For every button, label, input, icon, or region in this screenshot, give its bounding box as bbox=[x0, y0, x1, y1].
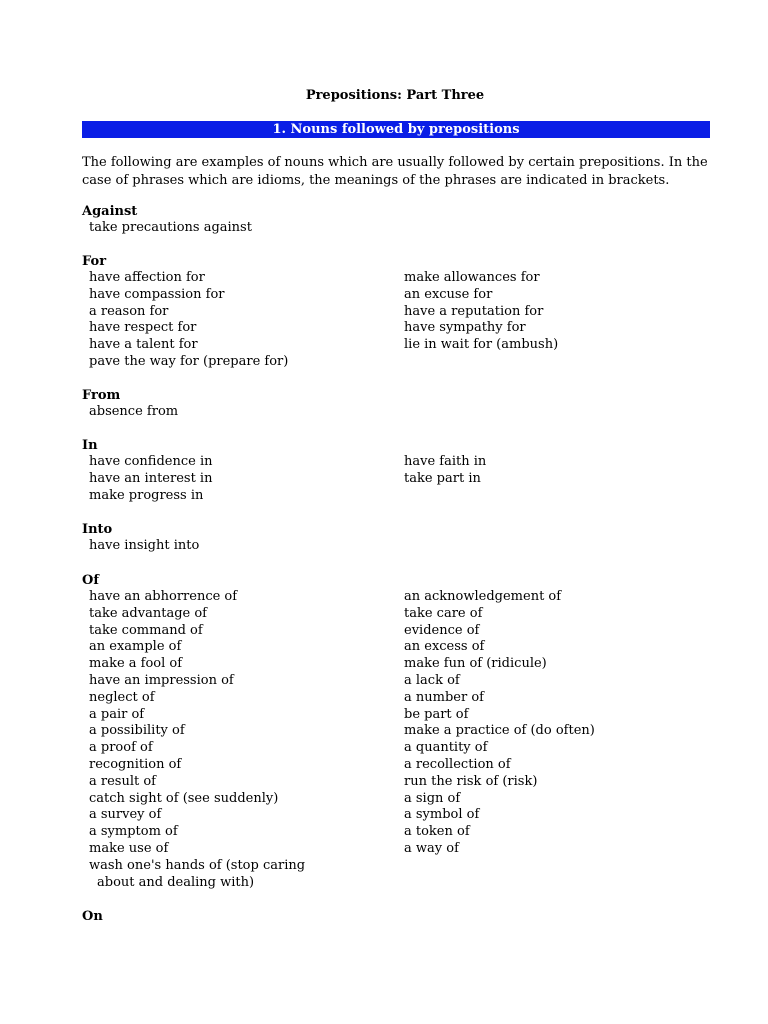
section-heading: Against bbox=[82, 204, 138, 219]
phrase-item: an excess of bbox=[404, 639, 485, 655]
phrase-row bbox=[82, 673, 722, 690]
phrase-item: make allowances for bbox=[404, 270, 540, 285]
phrase-item: neglect of bbox=[89, 689, 155, 705]
phrase-row bbox=[82, 623, 722, 640]
phrase-item: a lack of bbox=[404, 672, 460, 688]
phrase-row bbox=[82, 304, 722, 321]
phrase-item: a symbol of bbox=[404, 807, 480, 823]
phrase-item: make fun of (ridicule) bbox=[404, 656, 547, 672]
phrase-row bbox=[82, 354, 722, 371]
intro-paragraph: The following are examples of nouns which are usually followed by certain prepositions. In the case of phrases which are idioms, the meanings of the phrases are indicated in brackets. bbox=[82, 155, 708, 188]
phrase-item: an excuse for bbox=[404, 286, 493, 302]
phrase-row bbox=[82, 656, 722, 673]
phrase-item: make a fool of bbox=[89, 656, 183, 672]
phrase-item: a number of bbox=[404, 689, 484, 705]
phrase-row bbox=[82, 454, 722, 471]
phrase-item: have a talent for bbox=[89, 337, 198, 353]
section-from bbox=[82, 387, 722, 421]
phrase-item: an example of bbox=[89, 639, 182, 655]
phrase-item: an acknowledgement of bbox=[404, 589, 562, 604]
phrase-item: make use of bbox=[89, 840, 169, 856]
phrase-row bbox=[82, 740, 722, 757]
phrase-item: have an impression of bbox=[89, 672, 234, 688]
phrase-grid bbox=[82, 404, 722, 421]
phrase-row bbox=[82, 320, 722, 337]
phrase-item: take care of bbox=[404, 605, 483, 621]
phrase-item: have an abhorrence of bbox=[89, 589, 238, 604]
phrase-grid bbox=[82, 454, 722, 504]
phrase-item: a recollection of bbox=[404, 756, 511, 772]
phrase-item: absence from bbox=[89, 404, 179, 419]
phrase-row bbox=[82, 807, 722, 824]
phrase-item: take precautions against bbox=[89, 220, 252, 235]
section-on bbox=[82, 908, 722, 925]
phrase-item: have insight into bbox=[89, 538, 200, 553]
phrase-item: be part of bbox=[404, 706, 469, 722]
phrase-item: a pair of bbox=[89, 706, 145, 722]
section-heading: Of bbox=[82, 573, 99, 588]
section-banner: 1. Nouns followed by prepositions bbox=[82, 121, 710, 138]
phrase-item: have faith in bbox=[404, 454, 487, 469]
section-for bbox=[82, 253, 722, 371]
phrase-row bbox=[82, 707, 722, 724]
phrase-row bbox=[82, 858, 722, 875]
phrase-row bbox=[82, 270, 722, 287]
phrase-row bbox=[82, 723, 722, 740]
section-heading: For bbox=[82, 254, 107, 269]
phrase-item: have a reputation for bbox=[404, 303, 544, 319]
phrase-item: a proof of bbox=[89, 740, 153, 756]
phrase-item: take command of bbox=[89, 622, 203, 638]
phrase-item: have affection for bbox=[89, 270, 205, 285]
section-of bbox=[82, 572, 722, 891]
phrase-item: have an interest in bbox=[89, 470, 213, 486]
phrase-item: a token of bbox=[404, 824, 470, 840]
phrase-item: catch sight of (see suddenly) bbox=[89, 790, 279, 806]
phrase-item: a sign of bbox=[404, 790, 461, 806]
phrase-item: a reason for bbox=[89, 303, 169, 319]
phrase-row bbox=[82, 841, 722, 858]
section-heading: On bbox=[82, 909, 103, 924]
phrase-item-continuation: about and dealing with) bbox=[97, 874, 255, 890]
section-against bbox=[82, 203, 722, 237]
section-into bbox=[82, 521, 722, 555]
phrase-row bbox=[82, 337, 722, 354]
phrase-item: have compassion for bbox=[89, 286, 225, 302]
phrase-item: have sympathy for bbox=[404, 320, 526, 336]
phrase-item: a survey of bbox=[89, 807, 162, 823]
phrase-item: a symptom of bbox=[89, 824, 178, 840]
phrase-grid bbox=[82, 589, 722, 891]
phrase-item: a quantity of bbox=[404, 740, 488, 756]
phrase-row bbox=[82, 757, 722, 774]
section-heading: Into bbox=[82, 522, 113, 537]
phrase-row bbox=[82, 589, 722, 606]
phrase-row bbox=[82, 488, 722, 505]
phrase-item: recognition of bbox=[89, 756, 182, 772]
section-heading: In bbox=[82, 438, 98, 453]
phrase-item: have respect for bbox=[89, 320, 197, 336]
page-title: Prepositions: Part Three bbox=[305, 88, 485, 103]
phrase-item: wash one's hands of (stop caring bbox=[89, 857, 306, 873]
phrase-grid bbox=[82, 270, 722, 371]
phrase-row bbox=[82, 220, 722, 237]
phrase-row bbox=[82, 791, 722, 808]
phrase-item: pave the way for (prepare for) bbox=[89, 353, 289, 369]
phrase-grid bbox=[82, 220, 722, 237]
phrase-row bbox=[82, 471, 722, 488]
phrase-row bbox=[82, 824, 722, 841]
phrase-row bbox=[82, 606, 722, 623]
phrase-row bbox=[82, 287, 722, 304]
phrase-item: a possibility of bbox=[89, 723, 185, 739]
phrase-item: make progress in bbox=[89, 487, 204, 503]
phrase-row bbox=[82, 639, 722, 656]
phrase-item: evidence of bbox=[404, 622, 480, 638]
phrase-grid bbox=[82, 538, 722, 555]
phrase-row bbox=[82, 538, 722, 555]
phrase-row bbox=[82, 404, 722, 421]
section-heading: From bbox=[82, 388, 121, 403]
phrase-item: make a practice of (do often) bbox=[404, 723, 595, 739]
phrase-item: take advantage of bbox=[89, 605, 207, 621]
phrase-item: take part in bbox=[404, 470, 481, 486]
phrase-item: lie in wait for (ambush) bbox=[404, 337, 559, 353]
phrase-item: a result of bbox=[89, 773, 156, 789]
phrase-row bbox=[82, 875, 722, 892]
section-in bbox=[82, 437, 722, 504]
phrase-row bbox=[82, 690, 722, 707]
phrase-row bbox=[82, 774, 722, 791]
phrase-item: a way of bbox=[404, 840, 459, 856]
phrase-item: run the risk of (risk) bbox=[404, 773, 538, 789]
phrase-item: have confidence in bbox=[89, 454, 213, 469]
